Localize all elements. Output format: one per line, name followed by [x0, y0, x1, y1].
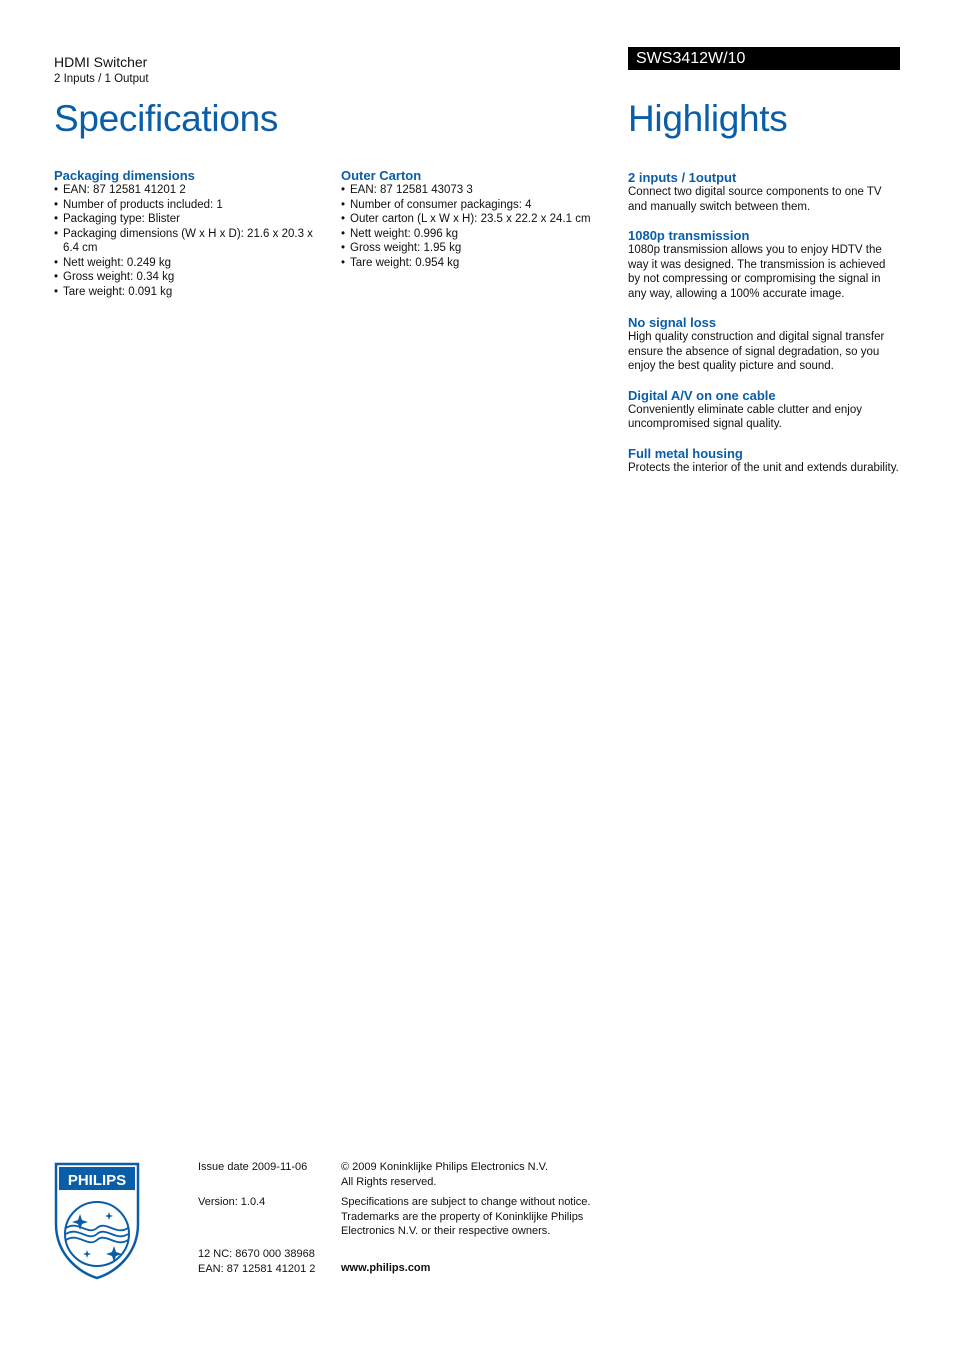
spec-item: • EAN: 87 12581 43073 3	[341, 183, 621, 198]
spec-list	[341, 183, 621, 270]
spec-item: • Gross weight: 1.95 kg	[341, 241, 621, 256]
website-link[interactable]: www.philips.com	[341, 1262, 431, 1274]
highlights-heading: Highlights	[628, 98, 788, 139]
spec-notice: Specifications are subject to change without notice. Trademarks are the property of Koninklijke Philips Electronics N.V. or their respective owners.	[341, 1196, 591, 1237]
logo-wordmark: PHILIPS	[67, 1172, 127, 1189]
spec-item: • Tare weight: 0.954 kg	[341, 256, 621, 271]
highlight-item	[628, 170, 900, 214]
highlight-title: 2 inputs / 1output	[628, 170, 737, 185]
twelve-nc: 12 NC: 8670 000 38968	[198, 1248, 315, 1260]
model-number-bar: SWS3412W/10	[628, 47, 900, 70]
philips-shield-icon	[54, 1162, 140, 1280]
highlight-item	[628, 388, 900, 432]
version: Version: 1.0.4	[198, 1196, 266, 1208]
spec-list	[54, 183, 324, 299]
spec-item: • Number of products included: 1	[54, 198, 324, 213]
spec-section-title: Outer Carton	[341, 168, 422, 183]
highlight-text: Conveniently eliminate cable clutter and enjoy uncompromised signal quality.	[628, 403, 862, 430]
highlight-text: 1080p transmission allows you to enjoy HDTV the way it was designed. The transmission is achieved by not compressing or compromising the signal in any way, allowing a 100% accurate image.	[628, 244, 886, 300]
highlight-text: Protects the interior of the unit and extends durability.	[628, 461, 899, 474]
highlight-item	[628, 228, 900, 301]
spec-item: • Nett weight: 0.249 kg	[54, 256, 324, 271]
spec-item: • EAN: 87 12581 41201 2	[54, 183, 324, 198]
spec-item: • Packaging dimensions (W x H x D): 21.6 x 20.3 x 6.4 cm	[54, 227, 324, 256]
spec-item: • Number of consumer packagings: 4	[341, 198, 621, 213]
spec-section-packaging	[54, 168, 324, 299]
nc-ean-block	[198, 1247, 338, 1276]
spec-item: • Packaging type: Blister	[54, 212, 324, 227]
product-subtitle: 2 Inputs / 1 Output	[54, 73, 149, 85]
philips-shield-logo	[54, 1162, 140, 1280]
highlight-title: Full metal housing	[628, 445, 743, 461]
highlight-item	[628, 446, 900, 476]
spec-section-title: Packaging dimensions	[54, 168, 195, 183]
footer-ean: EAN: 87 12581 41201 2	[198, 1262, 316, 1275]
copyright	[341, 1160, 601, 1189]
highlight-text: Connect two digital source components to one TV and manually switch between them.	[628, 186, 882, 213]
highlight-title: 1080p transmission	[628, 228, 750, 243]
spec-section-outer-carton	[341, 168, 621, 270]
product-name: HDMI Switcher	[54, 54, 148, 70]
spec-item: • Outer carton (L x W x H): 23.5 x 22.2 x 24.1 cm	[341, 212, 621, 227]
copyright-line: © 2009 Koninklijke Philips Electronics N.V.	[341, 1161, 549, 1173]
highlights-column	[628, 170, 900, 489]
spec-item: • Nett weight: 0.996 kg	[341, 227, 621, 242]
highlight-item	[628, 315, 900, 374]
spec-item: • Gross weight: 0.34 kg	[54, 270, 324, 285]
rights-line: All Rights reserved.	[341, 1175, 437, 1188]
issue-date: Issue date 2009-11-06	[198, 1161, 308, 1173]
highlight-title: Digital A/V on one cable	[628, 387, 776, 403]
highlight-text: High quality construction and digital signal transfer ensure the absence of signal degradation, so you enjoy the best quality picture and sound.	[628, 331, 885, 372]
highlight-title: No signal loss	[628, 315, 717, 330]
specifications-heading: Specifications	[54, 98, 279, 139]
spec-item: • Tare weight: 0.091 kg	[54, 285, 324, 300]
